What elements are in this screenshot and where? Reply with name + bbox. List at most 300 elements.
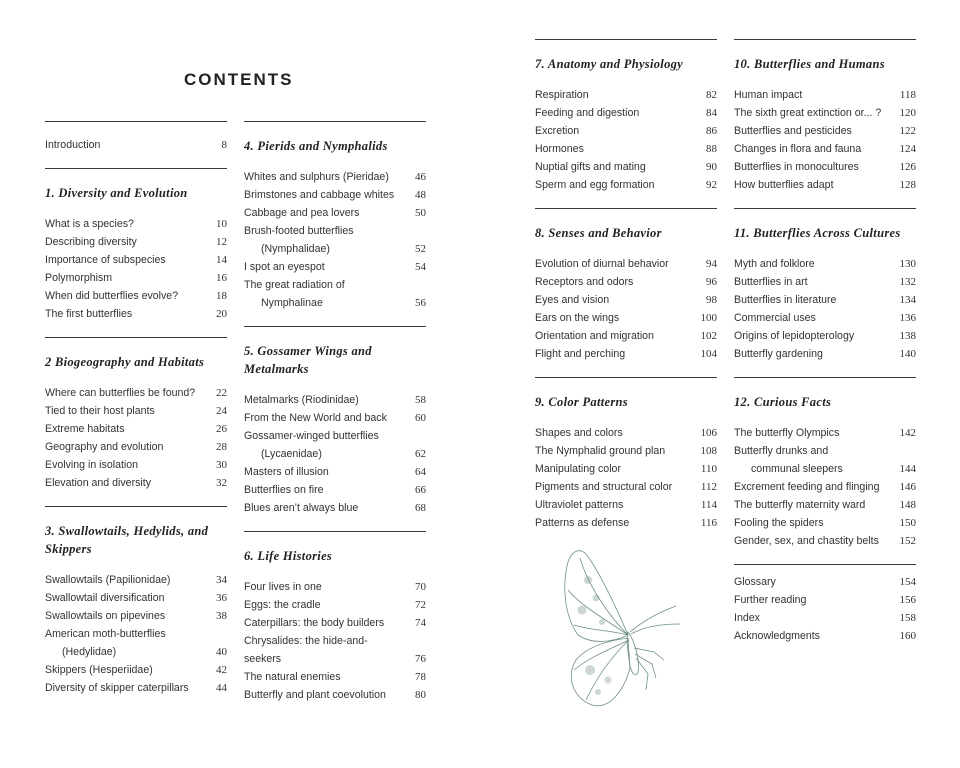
entry-page-number: 150	[899, 517, 916, 529]
entry-title-text: Tied to their host plants	[45, 405, 155, 417]
entry-page-number: 22	[216, 387, 227, 399]
entry-page-number: 26	[216, 423, 227, 435]
toc-entry	[45, 402, 227, 420]
entry-title-text: Acknowledgments	[734, 630, 820, 642]
entry-page-number: 38	[216, 610, 227, 622]
entry-title-text: Butterfly and plant coevolution	[244, 689, 386, 701]
entry-title	[244, 596, 406, 614]
entry-title	[535, 255, 697, 273]
toc-entry	[244, 391, 426, 409]
toc-section	[45, 121, 227, 168]
entry-title	[535, 514, 697, 532]
section-heading: 2 Biogeography and Habitats	[45, 355, 205, 369]
section-heading: 10. Butterflies and Humans	[734, 57, 885, 71]
toc-section	[45, 337, 227, 506]
entry-title	[535, 291, 697, 309]
section-heading: 4. Pierids and Nymphalids	[244, 139, 388, 153]
toc-entry	[734, 591, 916, 609]
entry-page-number: 36	[216, 592, 227, 604]
toc-entry	[244, 276, 426, 312]
entry-title-text: Four lives in one	[244, 581, 322, 593]
section-heading: 1. Diversity and Evolution	[45, 186, 188, 200]
entry-page-number: 28	[216, 441, 227, 453]
entry-title	[244, 614, 406, 632]
toc-entry	[535, 86, 717, 104]
toc-section	[45, 168, 227, 337]
entry-page-number: 108	[700, 445, 717, 457]
entry-title-text: Evolution of diurnal behavior	[535, 258, 669, 270]
entry-title-text: Swallowtails on pipevines	[45, 610, 166, 622]
entry-page-number: 158	[899, 612, 916, 624]
entry-page-number: 114	[700, 499, 717, 511]
entry-page-number: 52	[415, 243, 426, 255]
entry-title	[45, 420, 207, 438]
toc-entry	[244, 168, 426, 186]
entry-page-number: 40	[216, 646, 227, 658]
entry-title-text: Brush-footed butterflies	[244, 225, 354, 237]
entry-title-text: Polymorphism	[45, 272, 113, 284]
entry-title-text: Butterflies in literature	[734, 294, 837, 306]
entry-title	[45, 215, 207, 233]
entry-page-number: 32	[216, 477, 227, 489]
entry-title-text: Butterfly gardening	[734, 348, 823, 360]
entry-page-number: 156	[899, 594, 916, 606]
entry-title-text: What is a species?	[45, 218, 134, 230]
toc-entry-list	[244, 578, 426, 718]
entry-title	[244, 632, 406, 668]
entry-title	[45, 402, 207, 420]
toc-entry	[734, 478, 916, 496]
entry-title	[45, 589, 207, 607]
entry-page-number: 100	[700, 312, 717, 324]
toc-entry	[244, 409, 426, 427]
section-heading: 5. Gossamer Wings and Metalmarks	[244, 344, 372, 376]
toc-entry	[734, 255, 916, 273]
toc-entry	[734, 140, 916, 158]
entry-title	[535, 345, 697, 363]
entry-title-text: American moth-butterflies	[45, 628, 166, 640]
entry-title	[45, 251, 207, 269]
toc-entry	[734, 609, 916, 627]
entry-page-number: 42	[216, 664, 227, 676]
entry-title-text: Chrysalides: the hide-and-seekers	[244, 635, 368, 665]
entry-title-text: Commercial uses	[734, 312, 816, 324]
toc-entry	[45, 589, 227, 607]
toc-entry-list	[734, 565, 916, 659]
entry-title-text: Cabbage and pea lovers	[244, 207, 360, 219]
toc-entry	[734, 442, 916, 478]
entry-title	[734, 291, 896, 309]
toc-entry	[734, 532, 916, 550]
entry-page-number: 34	[216, 574, 227, 586]
toc-entry	[244, 596, 426, 614]
toc-section	[244, 121, 426, 326]
toc-section	[244, 531, 426, 718]
entry-title	[244, 222, 406, 258]
entry-title-text: Importance of subspecies	[45, 254, 166, 266]
entry-title-text: The sixth great extinction or... ?	[734, 107, 882, 119]
entry-title-text: Further reading	[734, 594, 807, 606]
toc-entry	[244, 186, 426, 204]
entry-page-number: 62	[415, 448, 426, 460]
entry-page-number: 96	[706, 276, 717, 288]
entry-title	[734, 140, 896, 158]
toc-entry	[45, 136, 227, 154]
entry-title	[244, 578, 406, 596]
entry-title	[535, 158, 697, 176]
toc-entry-list	[45, 571, 227, 711]
entry-title-continuation: (Nymphalidae)	[261, 243, 330, 255]
toc-entry	[45, 269, 227, 287]
entry-page-number: 118	[899, 89, 916, 101]
section-heading: 8. Senses and Behavior	[535, 226, 662, 240]
entry-page-number: 110	[700, 463, 717, 475]
entry-title-continuation: Nymphalinae	[261, 297, 323, 309]
entry-title-text: Butterflies in art	[734, 276, 808, 288]
entry-title	[734, 255, 896, 273]
entry-title-text: I spot an eyespot	[244, 261, 325, 273]
toc-entry	[535, 424, 717, 442]
entry-title-text: Swallowtails (Papilionidae)	[45, 574, 171, 586]
entry-page-number: 128	[899, 179, 916, 191]
toc-entry	[535, 255, 717, 273]
entry-title-text: Eyes and vision	[535, 294, 610, 306]
entry-page-number: 72	[415, 599, 426, 611]
entry-page-number: 140	[899, 348, 916, 360]
entry-title-text: Receptors and odors	[535, 276, 634, 288]
entry-title-text: When did butterflies evolve?	[45, 290, 179, 302]
toc-entry	[734, 122, 916, 140]
entry-title-text: Index	[734, 612, 760, 624]
toc-section	[734, 39, 916, 208]
entry-title	[535, 460, 697, 478]
entry-page-number: 90	[706, 161, 717, 173]
entry-page-number: 10	[216, 218, 227, 230]
entry-title	[244, 686, 406, 704]
entry-page-number: 134	[899, 294, 916, 306]
entry-title-text: Gossamer-winged butterflies	[244, 430, 379, 442]
entry-title-text: Excretion	[535, 125, 580, 137]
toc-column-2	[244, 121, 426, 718]
entry-title	[535, 140, 697, 158]
toc-column-4	[734, 39, 916, 659]
entry-title	[45, 384, 207, 402]
entry-title-text: Human impact	[734, 89, 803, 101]
toc-entry	[45, 571, 227, 589]
entry-title	[734, 591, 896, 609]
entry-page-number: 152	[899, 535, 916, 547]
entry-title	[45, 287, 207, 305]
entry-page-number: 112	[700, 481, 717, 493]
entry-page-number: 136	[899, 312, 916, 324]
entry-title	[45, 607, 207, 625]
entry-page-number: 46	[415, 171, 426, 183]
entry-title	[734, 514, 896, 532]
entry-page-number: 50	[415, 207, 426, 219]
toc-section	[535, 208, 717, 377]
toc-entry	[535, 273, 717, 291]
toc-entry	[535, 496, 717, 514]
entry-page-number: 8	[221, 139, 227, 151]
toc-entry	[244, 204, 426, 222]
entry-page-number: 92	[706, 179, 717, 191]
toc-section	[244, 326, 426, 531]
entry-page-number: 58	[415, 394, 426, 406]
entry-title-text: Butterfly drunks and	[734, 445, 829, 457]
entry-page-number: 74	[415, 617, 426, 629]
toc-entry	[45, 607, 227, 625]
entry-title-text: Geography and evolution	[45, 441, 164, 453]
entry-title-text: Butterflies in monocultures	[734, 161, 859, 173]
entry-title-text: The butterfly Olympics	[734, 427, 840, 439]
entry-page-number: 124	[899, 143, 916, 155]
entry-title	[535, 176, 697, 194]
entry-title-text: Orientation and migration	[535, 330, 654, 342]
entry-page-number: 30	[216, 459, 227, 471]
entry-page-number: 78	[415, 671, 426, 683]
entry-title-text: Manipulating color	[535, 463, 621, 475]
entry-title-text: Glossary	[734, 576, 776, 588]
entry-title	[734, 424, 896, 442]
entry-title-text: Myth and folklore	[734, 258, 815, 270]
entry-page-number: 120	[899, 107, 916, 119]
entry-title	[535, 309, 697, 327]
entry-title	[535, 327, 697, 345]
entry-title-text: Patterns as defense	[535, 517, 630, 529]
entry-title	[45, 456, 207, 474]
toc-entry	[244, 668, 426, 686]
entry-page-number: 86	[706, 125, 717, 137]
entry-page-number: 84	[706, 107, 717, 119]
entry-title	[244, 668, 406, 686]
toc-entry-list	[734, 86, 916, 208]
entry-title-text: The great radiation of	[244, 279, 345, 291]
entry-title	[535, 442, 697, 460]
entry-title	[734, 609, 896, 627]
entry-title-text: Ultraviolet patterns	[535, 499, 624, 511]
entry-title-text: From the New World and back	[244, 412, 387, 424]
entry-title	[45, 625, 207, 661]
entry-page-number: 104	[700, 348, 717, 360]
toc-entry	[45, 661, 227, 679]
entry-title	[244, 499, 406, 517]
entry-title-continuation: communal sleepers	[751, 463, 843, 475]
entry-page-number: 146	[899, 481, 916, 493]
entry-page-number: 80	[415, 689, 426, 701]
page-title: CONTENTS	[184, 70, 294, 89]
toc-entry	[45, 233, 227, 251]
toc-entry	[734, 496, 916, 514]
entry-title-text: Nuptial gifts and mating	[535, 161, 646, 173]
entry-title	[535, 122, 697, 140]
entry-page-number: 138	[899, 330, 916, 342]
toc-entry	[734, 104, 916, 122]
toc-section	[734, 208, 916, 377]
butterfly-illustration-icon	[558, 540, 688, 715]
entry-page-number: 66	[415, 484, 426, 496]
entry-title	[734, 496, 896, 514]
section-heading: 6. Life Histories	[244, 549, 333, 563]
entry-title-text: Pigments and structural color	[535, 481, 673, 493]
entry-title-text: Caterpillars: the body builders	[244, 617, 385, 629]
entry-title	[45, 571, 207, 589]
entry-title	[535, 86, 697, 104]
toc-section	[535, 377, 717, 546]
entry-title-text: Changes in flora and fauna	[734, 143, 862, 155]
entry-page-number: 70	[415, 581, 426, 593]
entry-title-text: Swallowtail diversification	[45, 592, 165, 604]
entry-page-number: 18	[216, 290, 227, 302]
toc-entry	[244, 686, 426, 704]
toc-entry-list	[535, 86, 717, 208]
section-heading: 12. Curious Facts	[734, 395, 832, 409]
toc-entry	[734, 176, 916, 194]
entry-title	[734, 573, 896, 591]
toc-column-1	[45, 121, 227, 711]
toc-entry	[244, 427, 426, 463]
entry-title-text: Feeding and digestion	[535, 107, 640, 119]
entry-title	[244, 409, 406, 427]
toc-entry	[535, 309, 717, 327]
toc-entry	[45, 420, 227, 438]
entry-page-number: 130	[899, 258, 916, 270]
entry-page-number: 94	[706, 258, 717, 270]
entry-title	[244, 258, 406, 276]
toc-entry	[244, 481, 426, 499]
entry-page-number: 148	[899, 499, 916, 511]
toc-entry	[734, 309, 916, 327]
toc-entry	[535, 122, 717, 140]
entry-title-text: Brimstones and cabbage whites	[244, 189, 395, 201]
toc-entry	[734, 345, 916, 363]
entry-page-number: 44	[216, 682, 227, 694]
entry-title-text: Excrement feeding and flinging	[734, 481, 880, 493]
entry-title-text: Metalmarks (Riodinidae)	[244, 394, 359, 406]
entry-page-number: 160	[899, 630, 916, 642]
entry-title	[244, 276, 406, 312]
toc-section	[535, 39, 717, 208]
entry-page-number: 122	[899, 125, 916, 137]
entry-title	[244, 481, 406, 499]
entry-title-text: Evolving in isolation	[45, 459, 139, 471]
toc-entry	[45, 384, 227, 402]
entry-page-number: 102	[700, 330, 717, 342]
toc-entry-list	[45, 122, 227, 168]
entry-title	[45, 233, 207, 251]
entry-title	[734, 122, 896, 140]
entry-page-number: 132	[899, 276, 916, 288]
entry-page-number: 48	[415, 189, 426, 201]
entry-title-text: Shapes and colors	[535, 427, 623, 439]
entry-title	[734, 104, 896, 122]
entry-title-text: Hormones	[535, 143, 584, 155]
toc-entry-list	[244, 168, 426, 326]
toc-entry	[244, 578, 426, 596]
toc-entry	[535, 291, 717, 309]
entry-title-text: Gender, sex, and chastity belts	[734, 535, 879, 547]
entry-page-number: 12	[216, 236, 227, 248]
entry-title	[734, 273, 896, 291]
toc-entry-list	[734, 255, 916, 377]
entry-title	[535, 424, 697, 442]
entry-title-text: Extreme habitats	[45, 423, 125, 435]
toc-entry	[45, 456, 227, 474]
entry-title	[734, 86, 896, 104]
entry-page-number: 24	[216, 405, 227, 417]
entry-page-number: 20	[216, 308, 227, 320]
entry-page-number: 76	[415, 653, 426, 665]
entry-title	[734, 309, 896, 327]
entry-title	[734, 158, 896, 176]
entry-title	[734, 532, 896, 550]
entry-title	[734, 327, 896, 345]
entry-title	[244, 427, 406, 463]
section-heading: 7. Anatomy and Physiology	[535, 57, 684, 71]
toc-entry	[244, 614, 426, 632]
toc-entry	[244, 222, 426, 258]
toc-entry-list	[45, 215, 227, 337]
toc-entry	[734, 273, 916, 291]
toc-entry-list	[535, 255, 717, 377]
entry-title-text: Blues aren’t always blue	[244, 502, 359, 514]
entry-title	[734, 176, 896, 194]
entry-title-text: Skippers (Hesperiidae)	[45, 664, 153, 676]
entry-title	[244, 463, 406, 481]
entry-title-continuation: (Lycaenidae)	[261, 448, 322, 460]
entry-title-text: Ears on the wings	[535, 312, 620, 324]
toc-entry	[535, 514, 717, 532]
entry-title	[244, 204, 406, 222]
entry-title-text: Sperm and egg formation	[535, 179, 655, 191]
entry-page-number: 64	[415, 466, 426, 478]
entry-title	[45, 661, 207, 679]
entry-title	[45, 474, 207, 492]
entry-page-number: 98	[706, 294, 717, 306]
toc-entry	[535, 478, 717, 496]
toc-entry	[244, 258, 426, 276]
entry-title-text: The Nymphalid ground plan	[535, 445, 666, 457]
toc-entry	[734, 86, 916, 104]
toc-entry	[244, 632, 426, 668]
entry-page-number: 60	[415, 412, 426, 424]
entry-title-text: Eggs: the cradle	[244, 599, 321, 611]
entry-title	[244, 391, 406, 409]
entry-page-number: 88	[706, 143, 717, 155]
entry-title-text: Masters of illusion	[244, 466, 329, 478]
toc-entry	[535, 176, 717, 194]
toc-entry	[734, 424, 916, 442]
entry-title	[535, 273, 697, 291]
entry-title	[535, 104, 697, 122]
entry-page-number: 82	[706, 89, 717, 101]
entry-page-number: 68	[415, 502, 426, 514]
toc-entry-list	[244, 391, 426, 531]
entry-title-text: The first butterflies	[45, 308, 133, 320]
entry-title	[535, 478, 697, 496]
toc-section	[45, 506, 227, 711]
toc-entry	[244, 463, 426, 481]
toc-entry	[535, 460, 717, 478]
toc-entry	[535, 104, 717, 122]
toc-entry-list	[734, 424, 916, 564]
entry-title-text: Describing diversity	[45, 236, 137, 248]
entry-page-number: 154	[899, 576, 916, 588]
entry-title	[45, 438, 207, 456]
entry-title	[535, 496, 697, 514]
entry-page-number: 16	[216, 272, 227, 284]
toc-entry	[45, 305, 227, 323]
entry-title	[734, 478, 896, 496]
